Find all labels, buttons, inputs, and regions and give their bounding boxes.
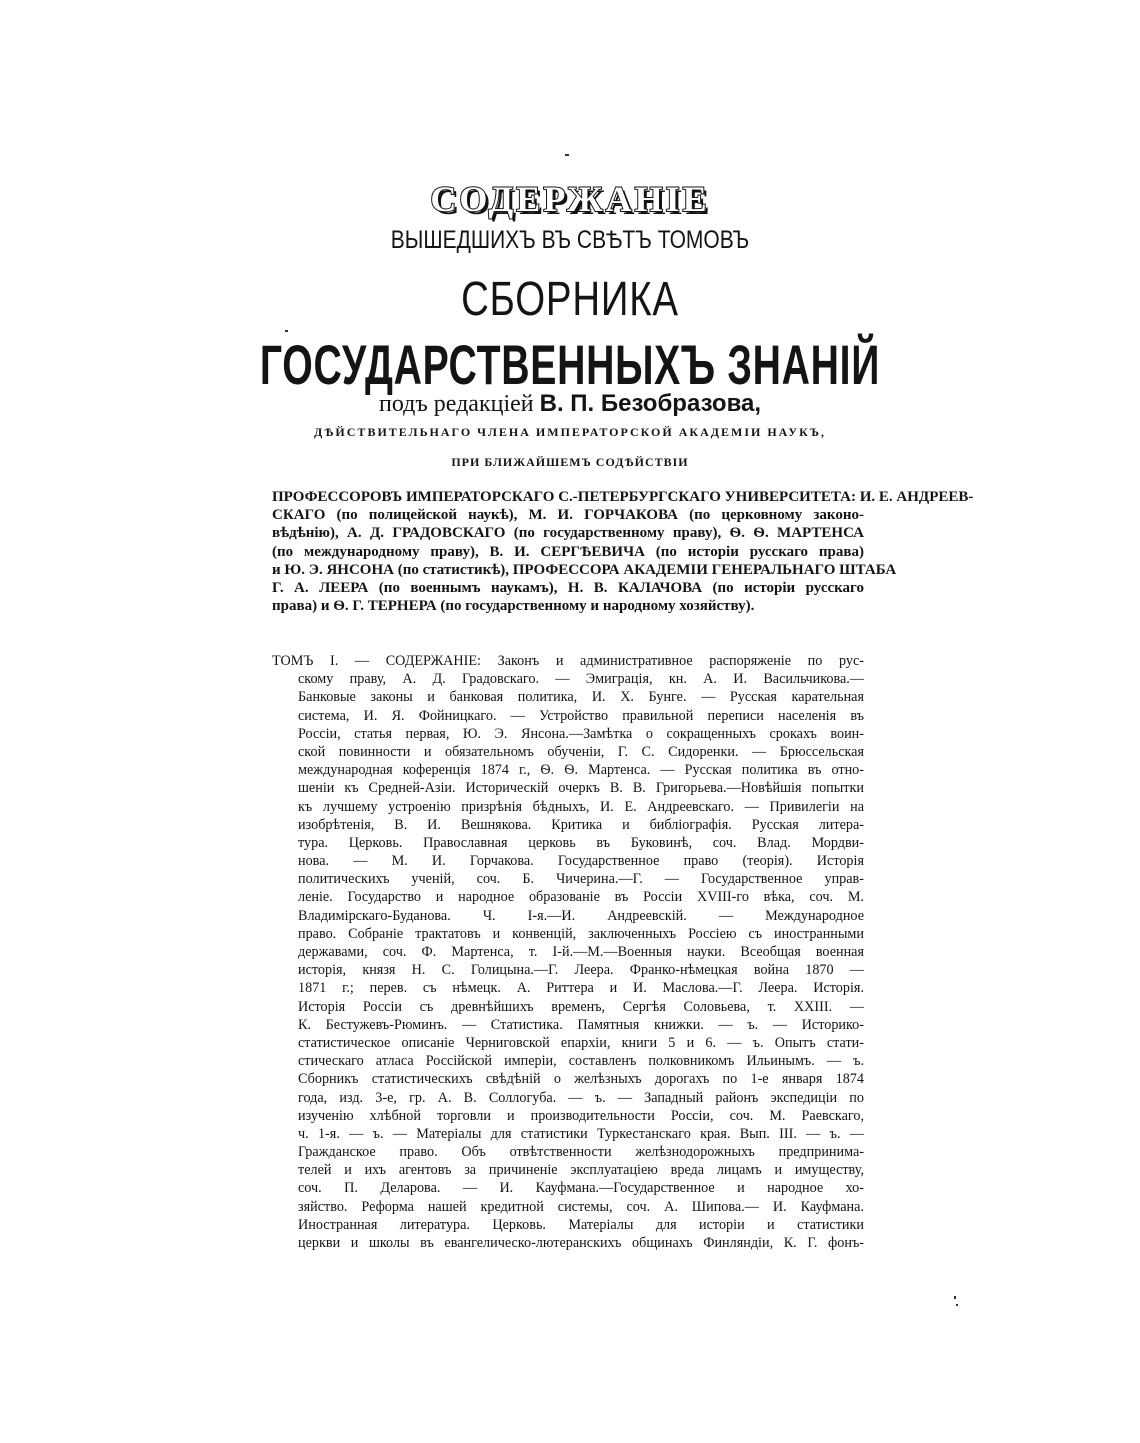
volume-1-line: ТОМЪ I. — СОДЕРЖАНІЕ: Законъ и административное распоряженіе по рус- [272, 653, 864, 669]
released-volumes-subtitle: ВЫШЕДШИХЪ ВЪ СВѢТЪ ТОМОВЪ [390, 226, 750, 254]
volume-1-line: международная коференція 1874 г., Ѳ. Ѳ. Мартенса. — Русская политика въ отно- [298, 762, 864, 779]
volume-1-line: соч. П. Деларова. — И. Кауфмана.—Государственное и народное хо- [298, 1180, 864, 1197]
volume-1-line: зяйство. Реформа нашей кредитной системы, соч. А. Шипова.— И. Кауфмана. [298, 1198, 864, 1215]
volume-1-line: телей и ихъ агентовъ за причиненіе эксплуатаціею вреда лицамъ и имуществу, [298, 1162, 864, 1179]
volume-1-line: право. Собраніе трактатовъ и конвенцій, заключенныхъ Россіею съ иностранными [298, 925, 864, 942]
volume-1-line: скому праву, А. Д. Градовскаго. — Эмиграція, кн. А. И. Васильчикова.— [298, 671, 864, 688]
professors-line: вѣдѣнію), А. Д. ГРАДОВСКАГО (по государственному праву), Ѳ. Ѳ. МАРТЕНСА [272, 525, 864, 542]
editor-name: В. П. Безобразова, [539, 390, 762, 417]
volume-1-line: церкви и школы въ евангелическо-лютеранскихъ общинахъ Финляндіи, К. Г. фонъ- [298, 1235, 864, 1251]
assistance-line: ПРИ БЛИЖАЙШЕМЪ СОДѢЙСТВІИ [451, 455, 689, 469]
volume-1-line: статистическое описаніе Черниговской епархіи, книги 5 и 6. — ъ. Опытъ стати- [298, 1034, 864, 1051]
volume-1-line: исторія, князя Н. С. Голицына.—Г. Леера. Франко-нѣмецкая война 1870 — [298, 962, 864, 979]
volume-1-line: Гражданское право. Объ отвѣтственности желѣзнодорожныхъ предпринима- [298, 1144, 864, 1161]
professors-line: Г. А. ЛЕЕРА (по военнымъ наукамъ), Н. В. КАЛАЧОВА (по исторіи русскаго [272, 579, 864, 596]
volume-1-line: года, изд. 3-е, гр. А. В. Соллогуба. — ъ. — Западный районъ экспедиціи по [298, 1089, 864, 1106]
volume-1-line: ской повинности и обязательномъ обученіи, Г. С. Сидоренки. — Брюссельская [298, 743, 864, 760]
editor-line [0, 390, 1140, 418]
professors-line: и Ю. Э. ЯНСОНА (по статистикѣ), ПРОФЕССОРА АКАДЕМІИ ГЕНЕРАЛЬНАГО ШТАБА [272, 561, 897, 578]
professors-line: ПРОФЕССОРОВЪ ИМПЕРАТОРСКАГО С.-ПЕТЕРБУРГСКАГО УНИВЕРСИТЕТА: И. Е. АНДРЕЕВ- [272, 489, 974, 505]
volume-1-line: къ лучшему устроенію призрѣнія бѣдныхъ, И. Е. Андреевскаго. — Привилегіи на [298, 798, 864, 815]
scan-speck [956, 1304, 958, 1306]
professors-line: (по международному праву), В. И. СЕРГѢЕВИЧА (по исторіи русскаго права) [272, 543, 864, 560]
volume-1-line: ч. 1-я. — ъ. — Матеріалы для статистики Туркестанскаго края. Вып. III. — ъ. — [298, 1125, 864, 1142]
state-knowledge-title: ГОСУДАРСТВЕННЫХЪ ЗНАНІЙ [259, 333, 881, 396]
volume-1-line: Владимірскаго-Буданова. Ч. I-я.—И. Андреевскій. — Международное [298, 907, 864, 924]
scan-speck [565, 154, 569, 156]
volume-1-line: державами, соч. Ф. Мартенса, т. I-й.—М.—Военныя науки. Всеобщая военная [298, 944, 864, 960]
volume-1-line: нова. — М. И. Горчакова. Государственное право (теорія). Исторія [298, 853, 864, 870]
volume-1-line: К. Бестужевъ-Рюминъ. — Статистика. Памятныя книжки. — ъ. — Историко- [298, 1016, 864, 1033]
professors-line: права) и Ѳ. Г. ТЕРНЕРА (по государственному и народному хозяйству). [272, 598, 755, 615]
scan-speck [954, 1296, 956, 1299]
volume-1-contents [272, 652, 864, 1252]
professors-line: СКАГО (по полицейской наукѣ), М. И. ГОРЧАКОВА (по церковному законо- [272, 507, 864, 524]
volume-1-line: Банковые законы и банковая политика, И. Х. Бунге. — Русская карательная [298, 689, 864, 706]
volume-1-line: система, И. Я. Фойницкаго. — Устройство правильной переписи населенія въ [298, 707, 864, 724]
volume-1-line: 1871 г.; перев. съ нѣмецк. А. Риттера и И. Маслова.—Г. Леера. Исторія. [298, 980, 864, 997]
volume-1-line: Сборникъ статистическихъ свѣдѣній о желѣзныхъ дорогахъ по 1-е января 1874 [298, 1071, 864, 1088]
volume-1-line: изученію хлѣбной торговли и производительности Россіи, соч. М. Раевскаго, [298, 1107, 864, 1124]
volume-1-line: шеніи къ Средней-Азіи. Историческій очеркъ В. В. Григорьева.—Новѣйшія попытки [298, 780, 864, 797]
scan-speck [285, 330, 288, 332]
volume-1-line: стическаго атласа Россійской имперіи, составленъ полковникомъ Ильинымъ. — ъ. [298, 1053, 864, 1070]
volume-1-line: Россіи, статья первая, Ю. Э. Янсона.—Замѣтка о сокращенныхъ срокахъ воин- [298, 725, 864, 742]
contents-title: СОДЕРЖАНІЕ [430, 179, 710, 219]
volume-1-line: леніе. Государство и народное образованіе въ Россіи XVIII-го вѣка, соч. М. [298, 889, 864, 906]
professors-paragraph [272, 486, 974, 615]
editor-membership: ДѢЙСТВИТЕЛЬНАГО ЧЛЕНА ИМПЕРАТОРСКОЙ АКАДЕМІИ НАУКЪ, [314, 425, 826, 439]
volume-1-line: политическихъ ученій, соч. Б. Чичерина.—Г. — Государственное управ- [298, 871, 864, 888]
volume-1-line: Иностранная литература. Церковь. Матеріалы для исторіи и статистики [298, 1216, 864, 1233]
editor-prefix: подъ редакціей [378, 391, 534, 417]
volume-1-line: тура. Церковь. Православная церковь въ Буковинѣ, соч. Влад. Мордви- [298, 834, 864, 851]
volume-1-line: Исторія Россіи съ древнѣйшихъ временъ, Сергѣя Соловьева, т. XXIII. — [298, 998, 864, 1015]
collection-title: СБОРНИКА [461, 273, 679, 326]
volume-1-line: изобрѣтенія, В. И. Вешнякова. Критика и библіографія. Русская литера- [298, 816, 864, 833]
